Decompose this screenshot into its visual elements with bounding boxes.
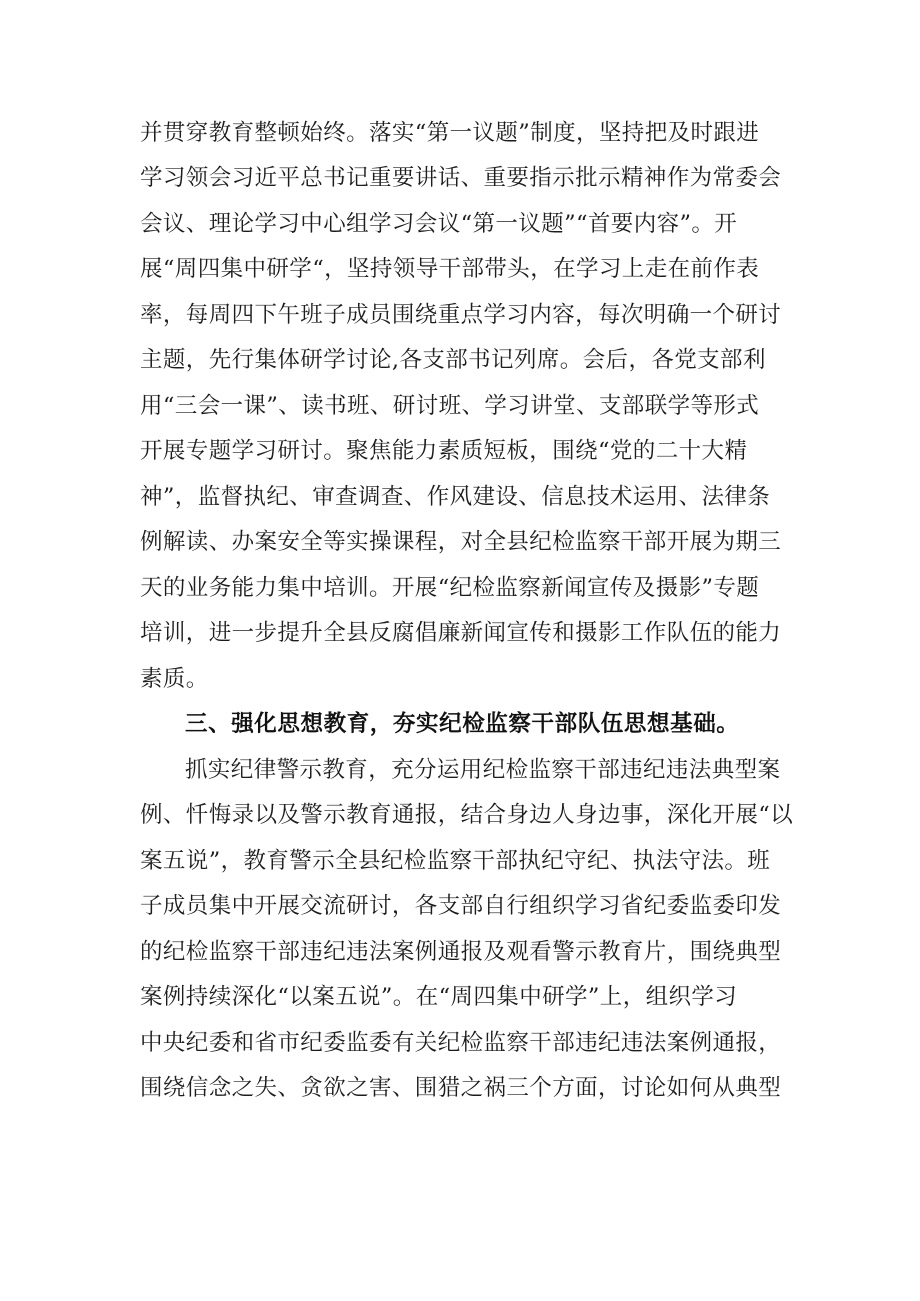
paragraph-line: 中央纪委和省市纪委监委有关纪检监察干部违纪违法案例通报， xyxy=(140,1030,782,1056)
paragraph-line: 案例持续深化“以案五说”。在“周四集中研学”上，组织学习 xyxy=(140,984,738,1010)
paragraph-line: 围绕信念之失、贪欲之害、围猎之祸三个方面，讨论如何从典型 xyxy=(140,1075,782,1101)
paragraph-line: 率，每周四下午班子成员围绕重点学习内容，每次明确一个研讨 xyxy=(140,302,782,328)
paragraph-line: 神”，监督执纪、审查调查、作风建设、信息技术运用、法律条 xyxy=(140,484,771,510)
paragraph-line: 抓实纪律警示教育，充分运用纪检监察干部违纪违法典型案 xyxy=(185,757,781,783)
paragraph-line: 会议、理论学习中心组学习会议“第一议题”“首要内容”。开 xyxy=(140,211,738,237)
paragraph-line: 案五说”，教育警示全县纪检监察干部执纪守纪、执法守法。班 xyxy=(140,848,771,874)
paragraph-line: 例、忏悔录以及警示教育通报，结合身边人身边事，深化开展“以 xyxy=(140,802,794,828)
section-heading: 三、强化思想教育，夯实纪检监察干部队伍思想基础。 xyxy=(185,711,740,737)
paragraph-line: 学习领会习近平总书记重要讲话、重要指示批示精神作为常委会 xyxy=(140,165,782,191)
paragraph-line: 子成员集中开展交流研讨，各支部自行组织学习省纪委监委印发 xyxy=(140,893,782,919)
paragraph-line: 展“周四集中研学“，坚持领导干部带头，在学习上走在前作表 xyxy=(140,256,760,282)
paragraph-line: 天的业务能力集中培训。开展“纪检监察新闻宣传及摄影”专题 xyxy=(140,575,760,601)
paragraph-line: 并贯穿教育整顿始终。落实“第一议题”制度，坚持把及时跟进 xyxy=(140,120,760,146)
paragraph-line: 例解读、办案安全等实操课程，对全县纪检监察干部开展为期三 xyxy=(140,529,782,555)
paragraph-line: 开展专题学习研讨。聚焦能力素质短板，围绕“党的二十大精 xyxy=(140,438,748,464)
paragraph-line: 用“三会一课”、读书班、研讨班、学习讲堂、支部联学等形式 xyxy=(140,393,760,419)
paragraph-line: 培训，进一步提升全县反腐倡廉新闻宣传和摄影工作队伍的能力 xyxy=(140,620,782,646)
paragraph-line: 的纪检监察干部违纪违法案例通报及观看警示教育片，围绕典型 xyxy=(140,939,782,965)
paragraph-line: 素质。 xyxy=(140,666,209,692)
paragraph-line: 主题，先行集体研学讨论,各支部书记列席。会后，各党支部利 xyxy=(140,347,766,373)
